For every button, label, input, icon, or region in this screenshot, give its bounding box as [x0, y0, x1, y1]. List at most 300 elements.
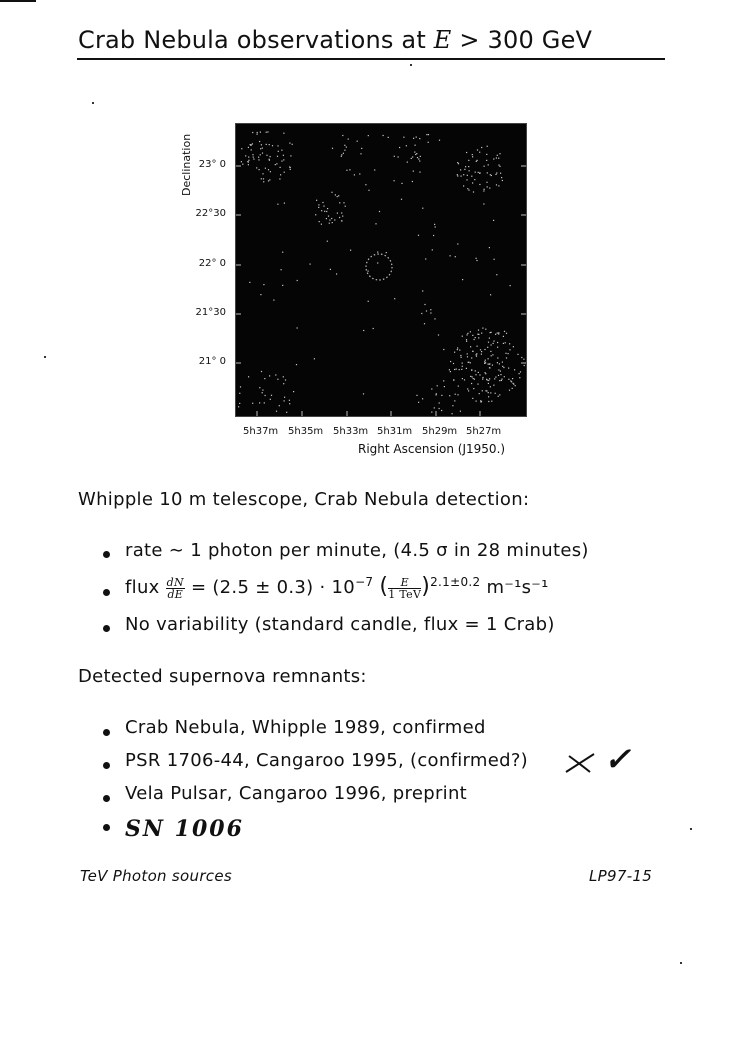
map-speckle: [461, 357, 462, 358]
map-speckle: [509, 390, 510, 391]
map-speckle: [467, 188, 468, 189]
map-speckle: [284, 397, 285, 398]
map-speckle: [280, 167, 281, 168]
scan-speck: [410, 64, 412, 66]
map-speckle: [484, 166, 485, 167]
map-ytick: 23° 0: [198, 159, 226, 170]
bullet: [103, 795, 110, 802]
map-speckle: [250, 144, 251, 145]
map-speckle: [502, 362, 503, 363]
map-speckle: [431, 412, 432, 413]
map-speckle: [467, 333, 468, 334]
map-speckle: [457, 394, 458, 395]
map-speckle: [474, 379, 475, 380]
map-speckle: [363, 330, 364, 331]
map-speckle: [394, 298, 395, 299]
map-speckle: [342, 135, 343, 136]
map-speckle: [499, 380, 500, 381]
map-speckle: [281, 161, 282, 162]
title-rule: [77, 58, 665, 60]
map-speckle: [260, 148, 261, 149]
map-speckle: [457, 175, 458, 176]
map-speckle: [463, 185, 464, 186]
bullet: [103, 589, 110, 596]
map-ylabel: Declination: [180, 133, 193, 196]
map-speckle: [241, 148, 242, 149]
map-speckle: [435, 226, 436, 227]
map-speckle: [419, 160, 420, 161]
map-speckle: [275, 374, 276, 375]
map-speckle: [488, 342, 489, 343]
map-speckle: [472, 335, 473, 336]
map-speckle: [401, 199, 402, 200]
map-speckle: [521, 357, 522, 358]
map-speckle: [476, 356, 477, 357]
corner-mark: [0, 0, 36, 2]
map-speckle: [430, 312, 431, 313]
map-speckle: [441, 410, 442, 411]
map-speckle: [458, 163, 459, 164]
map-speckle: [242, 164, 243, 165]
map-speckle: [496, 274, 497, 275]
map-speckle: [466, 368, 467, 369]
map-speckle: [490, 294, 491, 295]
map-speckle: [332, 222, 333, 223]
map-speckle: [439, 402, 440, 403]
map-speckle: [383, 135, 384, 136]
map-speckle: [471, 370, 472, 371]
map-speckle: [278, 151, 279, 152]
map-speckle: [257, 134, 258, 135]
map-speckle: [457, 349, 458, 350]
map-speckle: [472, 182, 473, 183]
map-speckle: [468, 160, 469, 161]
map-speckle: [477, 384, 478, 385]
map-speckle: [443, 349, 444, 350]
map-speckle: [496, 172, 497, 173]
rate-item: rate ∼ 1 photon per minute, (4.5 σ in 28 minutes): [125, 540, 589, 561]
map-speckle: [479, 393, 480, 394]
map-speckle: [477, 160, 478, 161]
map-speckle: [432, 249, 433, 250]
map-speckle: [438, 334, 439, 335]
map-speckle: [434, 318, 435, 319]
map-speckle: [268, 180, 269, 181]
map-speckle: [283, 133, 284, 134]
map-speckle: [286, 412, 287, 413]
map-speckle: [285, 379, 286, 380]
map-speckle: [495, 393, 496, 394]
map-speckle: [487, 186, 488, 187]
map-speckle: [477, 346, 478, 347]
map-speckle: [513, 346, 514, 347]
handwritten-sn1006: SN 1006: [125, 816, 244, 842]
map-speckle: [271, 395, 272, 396]
map-speckle: [339, 202, 340, 203]
map-speckle: [498, 375, 499, 376]
map-speckle: [514, 369, 515, 370]
bullet: [103, 729, 110, 736]
map-speckle: [450, 361, 451, 362]
map-speckle: [479, 152, 480, 153]
map-speckle: [483, 190, 484, 191]
map-speckle: [272, 145, 273, 146]
map-speckle: [457, 243, 458, 244]
map-speckle: [277, 379, 278, 380]
map-speckle: [282, 285, 283, 286]
map-speckle: [418, 158, 419, 159]
map-speckle: [500, 374, 501, 375]
map-speckle: [359, 173, 360, 174]
map-speckle: [479, 374, 480, 375]
map-speckle: [252, 143, 253, 144]
map-speckle: [266, 144, 267, 145]
map-speckle: [417, 157, 418, 158]
map-speckle: [524, 365, 525, 366]
map-speckle: [365, 184, 366, 185]
map-speckle: [486, 379, 487, 380]
map-speckle: [330, 269, 331, 270]
map-speckle: [497, 347, 498, 348]
map-speckle: [503, 343, 504, 344]
map-speckle: [326, 218, 327, 219]
map-speckle: [504, 376, 505, 377]
map-speckle: [486, 390, 487, 391]
flux-exponent: −7: [355, 575, 374, 589]
map-speckle: [499, 363, 500, 364]
map-speckle: [262, 148, 263, 149]
map-speckle: [457, 162, 458, 163]
map-speckle: [363, 393, 364, 394]
map-speckle: [485, 329, 486, 330]
map-speckle: [439, 140, 440, 141]
map-speckle: [501, 379, 502, 380]
map-speckle: [282, 252, 283, 253]
map-speckle: [462, 366, 463, 367]
map-speckle: [266, 155, 267, 156]
map-speckle: [331, 218, 332, 219]
map-speckle: [433, 235, 434, 236]
map-xtick: 5h29m: [422, 426, 458, 437]
map-speckle: [239, 403, 240, 404]
map-speckle: [490, 174, 491, 175]
map-speckle: [460, 169, 461, 170]
map-speckle: [471, 176, 472, 177]
map-speckle: [373, 328, 374, 329]
map-speckle: [511, 381, 512, 382]
map-speckle: [460, 355, 461, 356]
map-speckle: [319, 221, 320, 222]
map-speckle: [483, 203, 484, 204]
map-speckle: [498, 332, 499, 333]
map-speckle: [262, 153, 263, 154]
map-speckle: [455, 394, 456, 395]
snr-item-psr: PSR 1706-44, Cangaroo 1995, (confirmed?): [125, 750, 528, 771]
map-speckle: [488, 380, 489, 381]
map-speckle: [487, 347, 488, 348]
map-speckle: [377, 262, 378, 263]
map-speckle: [513, 384, 514, 385]
map-speckle: [266, 132, 267, 133]
map-speckle: [472, 351, 473, 352]
map-speckle: [329, 220, 330, 221]
map-speckle: [290, 169, 291, 170]
map-speckle: [490, 351, 491, 352]
map-speckle: [344, 145, 345, 146]
map-speckle: [368, 135, 369, 136]
map-speckle: [504, 331, 505, 332]
map-speckle: [248, 157, 249, 158]
map-speckle: [335, 194, 336, 195]
map-speckle: [457, 174, 458, 175]
map-speckle: [277, 145, 278, 146]
map-speckle: [284, 203, 285, 204]
map-speckle: [407, 162, 408, 163]
map-speckle: [260, 154, 261, 155]
map-speckle: [509, 349, 510, 350]
map-speckle: [375, 223, 376, 224]
bullet: [103, 762, 110, 769]
map-speckle: [277, 204, 278, 205]
map-speckle: [354, 174, 355, 175]
map-speckle: [488, 358, 489, 359]
map-speckle: [252, 154, 253, 155]
map-speckle: [428, 142, 429, 143]
map-speckle: [467, 334, 468, 335]
map-speckle: [398, 156, 399, 157]
map-speckle: [475, 374, 476, 375]
map-speckle: [453, 363, 454, 364]
snr-item-crab: Crab Nebula, Whipple 1989, confirmed: [125, 717, 486, 738]
map-speckle: [470, 331, 471, 332]
map-speckle: [486, 160, 487, 161]
map-speckle: [473, 191, 474, 192]
map-speckle: [262, 392, 263, 393]
map-speckle: [277, 156, 278, 157]
map-speckle: [466, 179, 467, 180]
map-speckle: [259, 387, 260, 388]
map-speckle: [428, 134, 429, 135]
map-speckle: [416, 395, 417, 396]
map-speckle: [406, 145, 407, 146]
map-speckle: [388, 137, 389, 138]
map-speckle: [439, 408, 440, 409]
map-speckle: [498, 165, 499, 166]
map-speckle: [481, 351, 482, 352]
map-speckle: [505, 342, 506, 343]
map-speckle: [270, 156, 271, 157]
map-speckle: [368, 301, 369, 302]
map-speckle: [452, 405, 453, 406]
map-speckle: [424, 323, 425, 324]
map-speckle: [257, 132, 258, 133]
map-speckle: [252, 403, 253, 404]
map-speckle: [411, 158, 412, 159]
map-speckle: [256, 167, 257, 168]
flux-index: 2.1±0.2: [430, 575, 481, 589]
map-speckle: [467, 175, 468, 176]
map-speckle: [488, 392, 489, 393]
map-speckle: [321, 210, 322, 211]
map-speckle: [418, 402, 419, 403]
handwritten-check: ✓: [604, 740, 633, 778]
map-speckle: [374, 169, 375, 170]
map-speckle: [240, 386, 241, 387]
map-speckle: [499, 153, 500, 154]
map-speckle: [489, 338, 490, 339]
map-speckle: [368, 190, 369, 191]
map-speckle: [489, 188, 490, 189]
map-speckle: [283, 159, 284, 160]
map-speckle: [279, 178, 280, 179]
map-speckle: [341, 212, 342, 213]
map-speckle: [424, 304, 425, 305]
map-speckle: [497, 357, 498, 358]
map-speckle: [478, 337, 479, 338]
footer-left: TeV Photon sources: [80, 867, 232, 885]
map-ytick: 22°30: [195, 208, 226, 219]
map-speckle: [253, 159, 254, 160]
map-speckle: [496, 157, 497, 158]
map-speckle: [493, 343, 494, 344]
map-speckle: [328, 216, 329, 217]
map-xtick: 5h27m: [466, 426, 502, 437]
map-speckle: [503, 367, 504, 368]
map-ytick: 22° 0: [198, 258, 226, 269]
map-speckle: [238, 406, 239, 407]
map-speckle: [270, 399, 271, 400]
map-speckle: [431, 388, 432, 389]
map-speckle: [329, 223, 330, 224]
map-speckle: [239, 393, 240, 394]
map-speckle: [484, 363, 485, 364]
map-speckle: [377, 252, 378, 253]
map-speckle: [474, 339, 475, 340]
map-speckle: [473, 378, 474, 379]
map-speckle: [248, 160, 249, 161]
map-speckle: [479, 173, 480, 174]
scan-speck: [44, 356, 46, 358]
title-variable: E: [433, 26, 452, 54]
map-speckle: [479, 184, 480, 185]
map-speckle: [419, 138, 420, 139]
map-speckle: [326, 211, 327, 212]
map-speckle: [280, 174, 281, 175]
map-speckle: [260, 132, 261, 133]
map-speckle: [474, 179, 475, 180]
map-speckle: [379, 211, 380, 212]
map-speckle: [421, 313, 422, 314]
map-speckle: [292, 144, 293, 145]
map-speckle: [509, 343, 510, 344]
map-speckle: [492, 354, 493, 355]
map-speckle: [488, 401, 489, 402]
map-speckle: [478, 172, 479, 173]
map-speckle: [265, 168, 266, 169]
map-speckle: [318, 207, 319, 208]
map-speckle: [470, 362, 471, 363]
map-speckle: [460, 411, 461, 412]
map-speckle: [478, 334, 479, 335]
map-speckle: [259, 402, 260, 403]
map-speckle: [290, 167, 291, 168]
map-speckle: [498, 396, 499, 397]
map-speckle: [523, 359, 524, 360]
map-speckle: [345, 206, 346, 207]
map-speckle: [454, 400, 455, 401]
map-speckle: [258, 159, 259, 160]
map-speckle: [497, 155, 498, 156]
map-speckle: [276, 411, 277, 412]
map-speckle: [261, 371, 262, 372]
map-speckle: [310, 264, 311, 265]
map-speckle: [251, 149, 252, 150]
map-speckle: [296, 364, 297, 365]
map-speckle: [444, 386, 445, 387]
map-speckle: [498, 185, 499, 186]
flux-energy-ratio: $\frac{E}{\text{1 TeV}}$: [388, 575, 422, 601]
map-speckle: [426, 134, 427, 135]
map-speckle: [494, 378, 495, 379]
map-speckle: [279, 405, 280, 406]
map-speckle: [466, 152, 467, 153]
map-speckle: [258, 157, 259, 158]
map-speckle: [472, 398, 473, 399]
map-speckle: [466, 341, 467, 342]
map-speckle: [413, 138, 414, 139]
map-speckle: [415, 145, 416, 146]
map-speckle: [475, 370, 476, 371]
map-speckle: [506, 333, 507, 334]
map-speckle: [422, 398, 423, 399]
map-speckle: [261, 144, 262, 145]
map-speckle: [488, 383, 489, 384]
map-speckle: [260, 294, 261, 295]
map-speckle: [476, 260, 477, 261]
flux-label: flux: [125, 577, 160, 598]
map-speckle: [519, 373, 520, 374]
map-speckle: [457, 347, 458, 348]
map-speckle: [508, 379, 509, 380]
map-speckle: [489, 363, 490, 364]
map-speckle: [248, 147, 249, 148]
map-speckle: [482, 377, 483, 378]
map-speckle: [486, 182, 487, 183]
map-speckle: [346, 147, 347, 148]
map-speckle: [500, 173, 501, 174]
map-speckle: [493, 220, 494, 221]
map-speckle: [497, 362, 498, 363]
map-speckle: [323, 206, 324, 207]
map-speckle: [263, 284, 264, 285]
map-speckle: [268, 169, 269, 170]
map-speckle: [289, 403, 290, 404]
map-speckle: [262, 390, 263, 391]
flux-normalization: = (2.5 ± 0.3) · 10: [190, 577, 356, 598]
map-speckle: [368, 271, 369, 272]
title-relation: >: [459, 26, 480, 54]
map-speckle: [327, 241, 328, 242]
map-speckle: [434, 407, 435, 408]
map-speckle: [464, 379, 465, 380]
map-speckle: [338, 195, 339, 196]
map-speckle: [264, 378, 265, 379]
map-speckle: [297, 327, 298, 328]
map-speckle: [327, 208, 328, 209]
map-speckle: [482, 390, 483, 391]
map-speckle: [487, 172, 488, 173]
map-speckle: [462, 279, 463, 280]
